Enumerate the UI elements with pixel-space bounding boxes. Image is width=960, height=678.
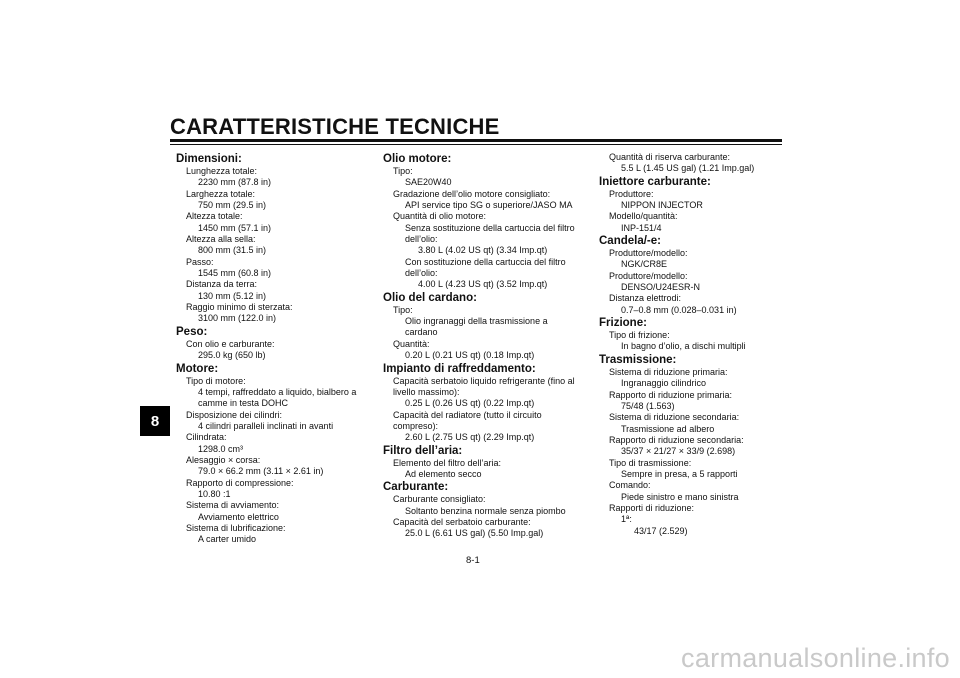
- spec-value: DENSO/U24ESR-N: [621, 282, 701, 293]
- spec-label: Gradazione dell’olio motore consigliato:: [393, 188, 551, 199]
- spec-value: 0.20 L (0.21 US qt) (0.18 Imp.qt): [405, 350, 535, 361]
- spec-label: Altezza alla sella:: [186, 234, 256, 245]
- spec-column-1: [176, 152, 376, 546]
- section-heading: Peso:: [176, 325, 208, 338]
- spec-value: INP-151/4: [621, 222, 662, 233]
- title-rule-thin: [170, 144, 782, 145]
- spec-value: 1545 mm (60.8 in): [198, 268, 272, 279]
- spec-value: 2230 mm (87.8 in): [198, 177, 272, 188]
- spec-value: Sempre in presa, a 5 rapporti: [621, 468, 738, 479]
- spec-column-3: [599, 152, 799, 537]
- spec-value: 79.0 × 66.2 mm (3.11 × 2.61 in): [198, 466, 324, 477]
- spec-label: Alesaggio × corsa:: [186, 454, 261, 465]
- spec-label: Produttore:: [609, 188, 654, 199]
- spec-value: cardano: [405, 327, 438, 338]
- spec-label: Tipo:: [393, 166, 413, 176]
- spec-value: NIPPON INJECTOR: [621, 200, 703, 211]
- spec-value: Trasmissione ad albero: [621, 423, 715, 434]
- spec-label: Sistema di lubrificazione:: [186, 522, 286, 533]
- spec-value: 25.0 L (6.61 US gal) (5.50 Imp.gal): [405, 528, 544, 539]
- spec-value: 75/48 (1.563): [621, 400, 675, 411]
- spec-value: 2.60 L (2.75 US qt) (2.29 Imp.qt): [405, 432, 535, 443]
- spec-label: Distanza elettrodi:: [609, 293, 682, 304]
- spec-value: Avviamento elettrico: [198, 511, 279, 522]
- spec-value: Olio ingranaggi della trasmissione a: [405, 316, 548, 327]
- spec-label: Cilindrata:: [186, 432, 227, 443]
- spec-label: Rapporti di riduzione:: [609, 502, 695, 513]
- spec-label: Comando:: [609, 480, 651, 491]
- spec-value: In bagno d’olio, a dischi multipli: [621, 341, 746, 352]
- spec-label: Quantità:: [393, 338, 430, 349]
- spec-value: 35/37 × 21/27 × 33/9 (2.698): [621, 446, 736, 457]
- section-heading: Frizione:: [599, 317, 647, 330]
- spec-value: 295.0 kg (650 lb): [198, 350, 266, 361]
- section-heading: Olio del cardano:: [383, 291, 477, 304]
- spec-value: 0.25 L (0.26 US qt) (0.22 Imp.qt): [405, 398, 535, 409]
- title-rule-thick: [170, 139, 782, 142]
- spec-label: Elemento del filtro dell’aria:: [393, 457, 502, 468]
- page-title: CARATTERISTICHE TECNICHE: [170, 114, 500, 139]
- spec-value: Con sostituzione della cartuccia del filtro: [405, 256, 566, 267]
- spec-label: Sistema di riduzione secondaria:: [609, 412, 740, 423]
- spec-value: dell’olio:: [405, 234, 438, 245]
- watermark: carmanualsonline.info: [681, 643, 950, 673]
- spec-label: Distanza da terra:: [186, 279, 258, 290]
- spec-value: 4 tempi, raffreddato a liquido, bialbero a: [198, 386, 357, 397]
- spec-label: Passo:: [186, 256, 214, 267]
- spec-label: Tipo di trasmissione:: [609, 457, 692, 468]
- spec-label: Sistema di avviamento:: [186, 500, 280, 511]
- spec-value: Soltanto benzina normale senza piombo: [405, 505, 566, 516]
- spec-value: 1450 mm (57.1 in): [198, 222, 272, 233]
- spec-value: API service tipo SG o superiore/JASO MA: [405, 200, 573, 211]
- spec-value: Senza sostituzione della cartuccia del filtro: [405, 222, 575, 233]
- spec-value: 5.5 L (1.45 US gal) (1.21 Imp.gal): [621, 163, 755, 174]
- spec-value: 130 mm (5.12 in): [198, 290, 267, 301]
- spec-label: Disposizione dei cilindri:: [186, 409, 283, 420]
- spec-label: Con olio e carburante:: [186, 338, 275, 349]
- spec-value: camme in testa DOHC: [198, 398, 289, 409]
- section-heading: Trasmissione:: [599, 353, 677, 366]
- spec-label: Rapporto di riduzione secondaria:: [609, 434, 744, 445]
- spec-subvalue: 43/17 (2.529): [634, 525, 688, 536]
- spec-label: Tipo di frizione:: [609, 330, 670, 341]
- spec-label: Carburante consigliato:: [393, 494, 486, 505]
- spec-subvalue: 4.00 L (4.23 US qt) (3.52 Imp.qt): [418, 279, 548, 290]
- page-number: 8-1: [466, 555, 480, 566]
- section-heading: Candela/-e:: [599, 235, 661, 248]
- spec-value: 1298.0 cm³: [198, 443, 244, 454]
- chapter-tab: 8: [140, 406, 170, 436]
- section-heading: Motore:: [176, 362, 219, 375]
- spec-subvalue: 3.80 L (4.02 US qt) (3.34 Imp.qt): [418, 245, 548, 256]
- spec-value: 0.7–0.8 mm (0.028–0.031 in): [621, 304, 737, 315]
- spec-label: Capacità serbatoio liquido refrigerante (fino al: [393, 375, 575, 386]
- spec-label: Produttore/modello:: [609, 248, 688, 259]
- spec-label: Larghezza totale:: [186, 188, 256, 199]
- spec-value: 800 mm (31.5 in): [198, 245, 267, 256]
- spec-value: 10.80 :1: [198, 488, 231, 499]
- spec-label: Tipo:: [393, 304, 413, 315]
- spec-label: Sistema di riduzione primaria:: [609, 366, 728, 377]
- spec-column-2: [383, 152, 583, 540]
- spec-label: compreso):: [393, 420, 439, 431]
- spec-value: Piede sinistro e mano sinistra: [621, 491, 739, 502]
- spec-label: Lunghezza totale:: [186, 166, 258, 176]
- spec-value: A carter umido: [198, 534, 257, 545]
- section-heading: Iniettore carburante:: [599, 175, 711, 188]
- spec-label: Altezza totale:: [186, 211, 243, 222]
- section-heading: Impianto di raffreddamento:: [383, 362, 536, 375]
- section-heading: Olio motore:: [383, 153, 452, 165]
- spec-label: Tipo di motore:: [186, 375, 246, 386]
- spec-value: 1ª:: [621, 514, 632, 525]
- spec-value: 3100 mm (122.0 in): [198, 313, 277, 324]
- spec-label: Quantità di riserva carburante:: [609, 152, 731, 162]
- spec-label: Produttore/modello:: [609, 270, 688, 281]
- spec-label: livello massimo):: [393, 386, 460, 397]
- spec-label: Rapporto di compressione:: [186, 477, 294, 488]
- section-heading: Carburante:: [383, 481, 449, 494]
- spec-value: Ad elemento secco: [405, 468, 482, 479]
- spec-label: Raggio minimo di sterzata:: [186, 302, 293, 313]
- spec-label: Capacità del radiatore (tutto il circuito: [393, 409, 542, 420]
- spec-value: NGK/CR8E: [621, 259, 668, 270]
- section-heading: Filtro dell’aria:: [383, 444, 463, 457]
- spec-value: SAE20W40: [405, 177, 452, 188]
- spec-label: Modello/quantità:: [609, 211, 678, 222]
- spec-value: dell’olio:: [405, 268, 438, 279]
- spec-label: Quantità di olio motore:: [393, 211, 487, 222]
- spec-value: Ingranaggio cilindrico: [621, 378, 707, 389]
- spec-value: 4 cilindri paralleli inclinati in avanti: [198, 420, 334, 431]
- spec-label: Capacità del serbatoio carburante:: [393, 516, 531, 527]
- spec-value: 750 mm (29.5 in): [198, 200, 267, 211]
- section-heading: Dimensioni:: [176, 153, 242, 165]
- spec-label: Rapporto di riduzione primaria:: [609, 389, 733, 400]
